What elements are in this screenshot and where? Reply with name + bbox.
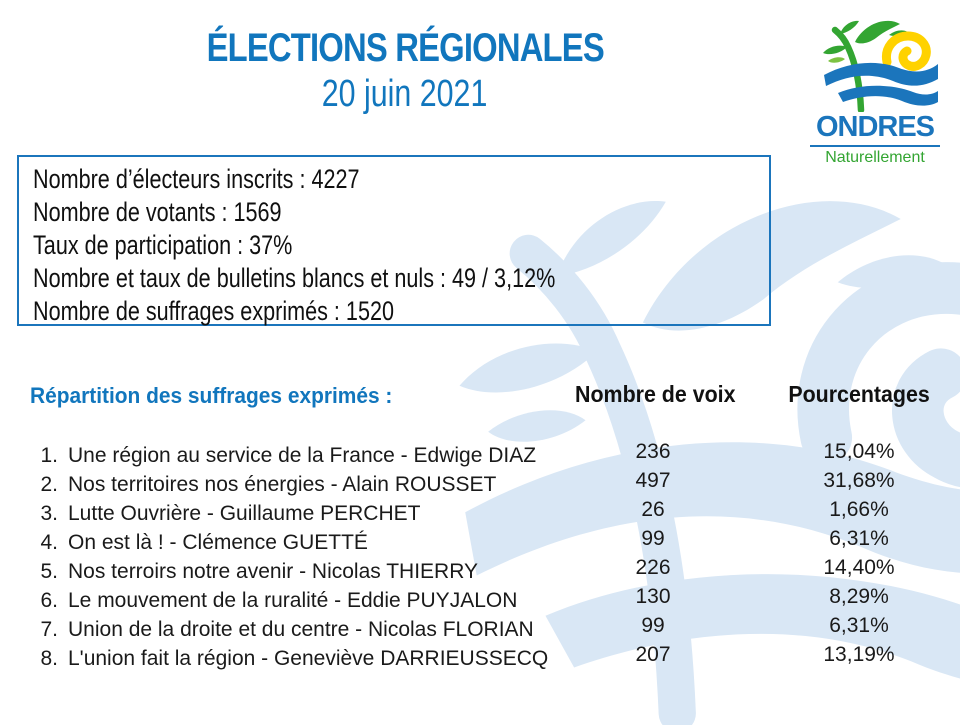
- row-percentage: 13,19%: [823, 643, 895, 666]
- summary-line-inscrits: Nombre d’électeurs inscrits : 4227: [33, 164, 360, 194]
- row-candidate-label: Union de la droite et du centre - Nicolas FLORIAN: [68, 618, 534, 641]
- summary-line-exprimes: Nombre de suffrages exprimés : 1520: [33, 296, 394, 326]
- logo-tagline: Naturellement: [825, 149, 925, 166]
- row-votes: 99: [641, 614, 665, 637]
- row-number: 4.: [40, 531, 58, 554]
- row-votes: 236: [635, 440, 671, 463]
- row-percentage: 6,31%: [829, 614, 889, 637]
- row-number: 7.: [40, 618, 58, 641]
- row-candidate-label: On est là ! - Clémence GUETTÉ: [68, 531, 368, 554]
- summary-line-participation: Taux de participation : 37%: [33, 230, 293, 260]
- row-percentage: 8,29%: [829, 585, 889, 608]
- row-candidate-label: Une région au service de la France - Edwige DIAZ: [68, 444, 537, 467]
- ondres-logo-icon: [809, 12, 941, 112]
- logo-name: ONDRES: [815, 111, 935, 143]
- row-votes: 226: [635, 556, 671, 579]
- column-header-percentages: Pourcentages: [788, 381, 930, 407]
- row-percentage: 6,31%: [829, 527, 889, 550]
- page-date: 20 juin 2021: [322, 73, 488, 115]
- row-votes: 130: [635, 585, 671, 608]
- ondres-logo: [804, 12, 946, 167]
- turnout-summary-box: [17, 155, 771, 326]
- results-table: [0, 440, 960, 676]
- page-title: ÉLECTIONS RÉGIONALES: [206, 26, 604, 70]
- table-row: [0, 643, 960, 676]
- row-percentage: 1,66%: [829, 498, 889, 521]
- row-votes: 99: [641, 527, 665, 550]
- row-votes: 207: [635, 643, 671, 666]
- row-percentage: 15,04%: [823, 440, 895, 463]
- column-header-votes: Nombre de voix: [574, 381, 736, 407]
- row-candidate-label: L'union fait la région - Geneviève DARRIEUSSECQ: [68, 647, 549, 670]
- logo-divider: [810, 145, 940, 147]
- summary-line-blancs-nuls: Nombre et taux de bulletins blancs et nuls : 49 / 3,12%: [33, 263, 556, 293]
- row-number: 3.: [40, 502, 58, 525]
- row-votes: 497: [635, 469, 671, 492]
- row-candidate-label: Nos terroirs notre avenir - Nicolas THIERRY: [68, 560, 479, 583]
- row-candidate-label: Le mouvement de la ruralité - Eddie PUYJALON: [68, 589, 518, 612]
- row-votes: 26: [641, 498, 665, 521]
- row-percentage: 31,68%: [823, 469, 895, 492]
- row-number: 8.: [40, 647, 58, 670]
- row-number: 2.: [40, 473, 58, 496]
- row-number: 1.: [40, 444, 58, 467]
- results-heading: Répartition des suffrages exprimés :: [30, 383, 393, 408]
- page-title-block: [0, 26, 810, 116]
- row-number: 6.: [40, 589, 58, 612]
- summary-line-votants: Nombre de votants : 1569: [33, 197, 282, 227]
- row-number: 5.: [40, 560, 58, 583]
- row-candidate-label: Nos territoires nos énergies - Alain ROUSSET: [68, 473, 497, 496]
- row-candidate-label: Lutte Ouvrière - Guillaume PERCHET: [68, 502, 421, 525]
- row-percentage: 14,40%: [823, 556, 895, 579]
